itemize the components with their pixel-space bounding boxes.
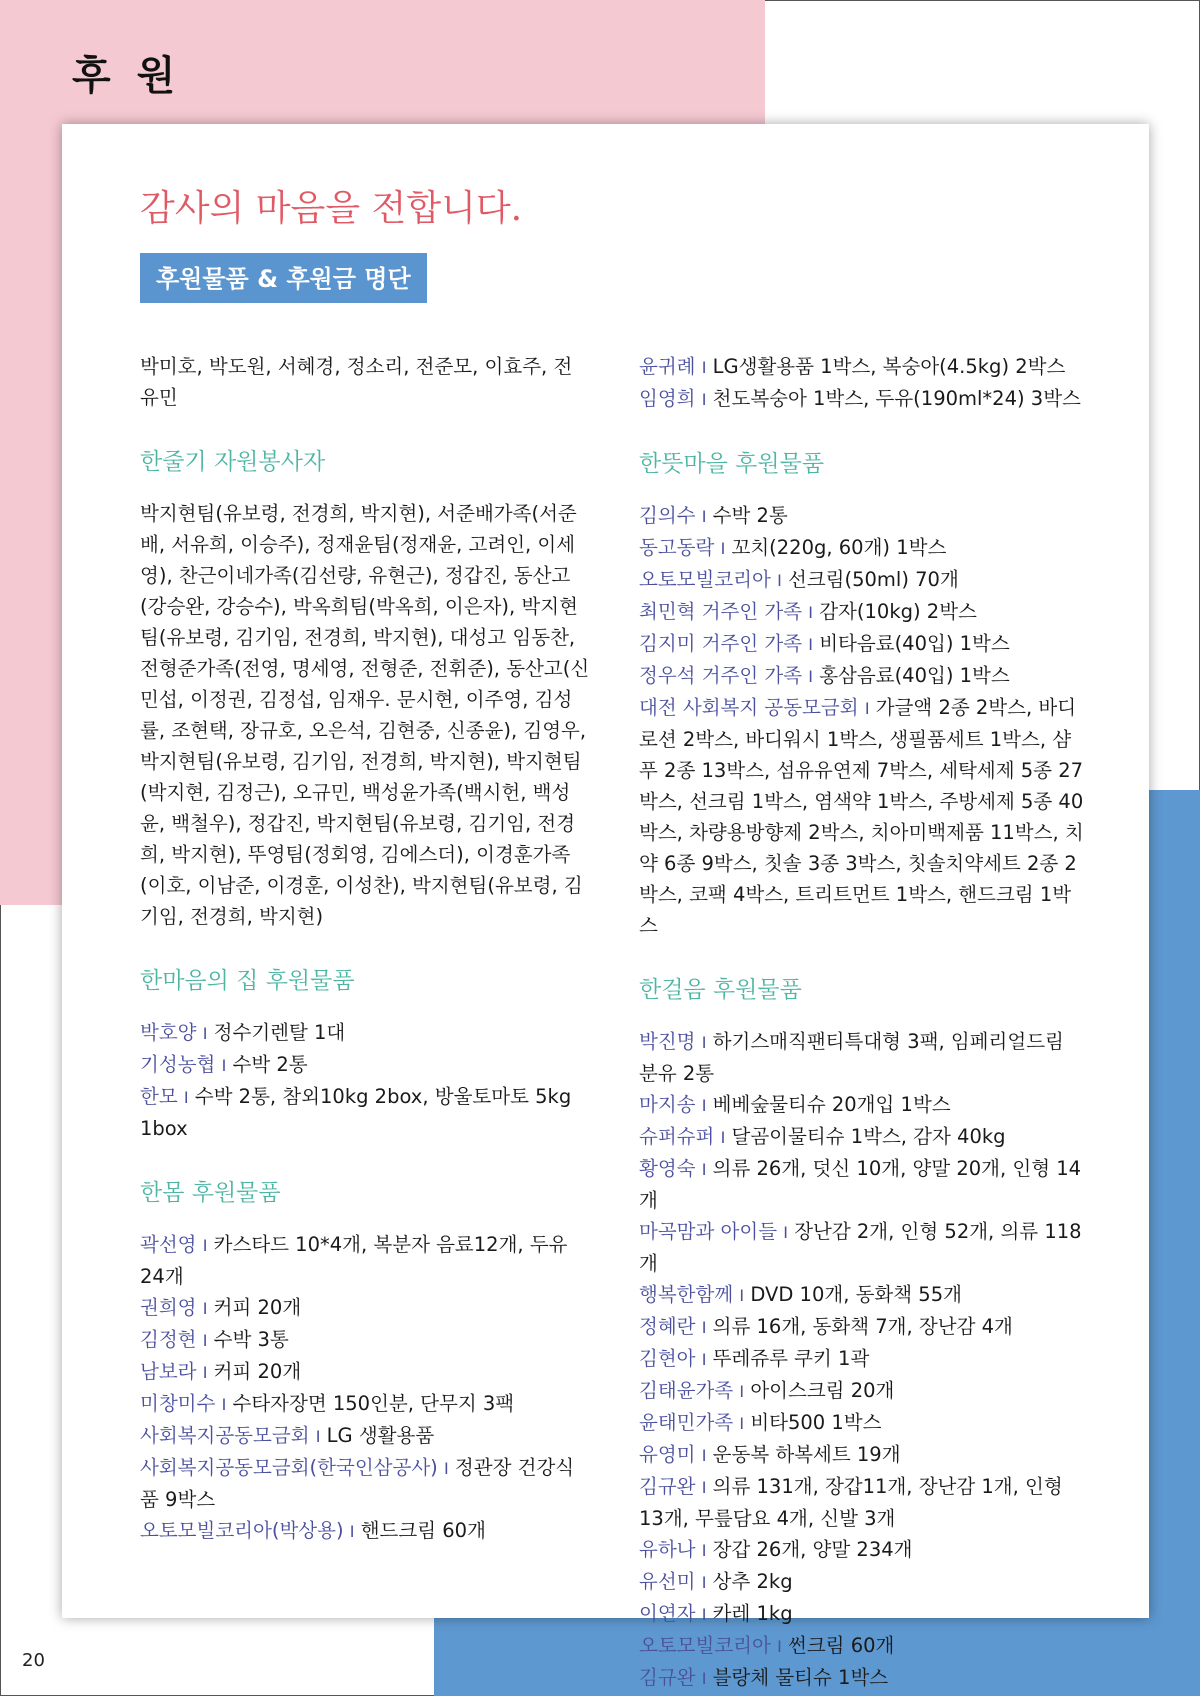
donation-detail: 수박 2통, 참외10kg 2box, 방울토마토 5kg 1box bbox=[140, 1085, 572, 1140]
donor-name: 행복한함께 bbox=[639, 1283, 734, 1306]
donor-entry bbox=[639, 1216, 1084, 1279]
donor-entry bbox=[639, 660, 1084, 692]
donation-detail: 장난감 2개, 인형 52개, 의류 118개 bbox=[639, 1220, 1082, 1275]
donor-name: 기성농협 bbox=[140, 1053, 216, 1076]
donor-entry bbox=[140, 1388, 590, 1420]
donor-name: 최민혁 거주인 가족 bbox=[639, 600, 803, 623]
donation-detail: 운동복 하복세트 19개 bbox=[712, 1443, 901, 1466]
hanmaum-heading: 한마음의 집 후원물품 bbox=[140, 968, 355, 994]
separator: I bbox=[777, 1637, 782, 1656]
donor-name: 동고동락 bbox=[639, 536, 715, 559]
donation-detail: 천도복숭아 1박스, 두유(190ml*24) 3박스 bbox=[712, 387, 1081, 410]
donor-name: 정우석 거주인 가족 bbox=[639, 664, 803, 687]
headline: 감사의 마음을 전합니다. bbox=[140, 188, 523, 229]
donor-name: 김의수 bbox=[639, 504, 696, 527]
hangeoreum-donor-list bbox=[639, 1026, 1084, 1694]
separator: I bbox=[701, 507, 707, 526]
left-column bbox=[140, 351, 590, 1547]
donor-name: 유하나 bbox=[639, 1538, 696, 1561]
donor-entry bbox=[140, 1420, 590, 1452]
donor-entry bbox=[639, 564, 1084, 596]
donor-name: 미창미수 bbox=[140, 1392, 216, 1415]
donor-entry bbox=[140, 1229, 590, 1292]
donor-entry bbox=[639, 596, 1084, 628]
donation-detail: LG 생활용품 bbox=[326, 1424, 435, 1447]
hanmom-donor-list bbox=[140, 1229, 590, 1547]
donor-entry bbox=[639, 1375, 1084, 1407]
separator: I bbox=[720, 1128, 726, 1147]
separator: I bbox=[808, 667, 814, 686]
donation-detail: 베베숲물티슈 20개입 1박스 bbox=[712, 1093, 951, 1116]
donation-detail: 수박 3통 bbox=[213, 1328, 289, 1351]
handdeut-heading: 한뜻마을 후원물품 bbox=[639, 451, 825, 477]
separator: I bbox=[808, 603, 814, 622]
donation-detail: 커피 20개 bbox=[213, 1360, 302, 1383]
donation-detail: 카레 1kg bbox=[712, 1602, 793, 1625]
donor-name: 박진명 bbox=[639, 1030, 696, 1053]
donor-entry bbox=[639, 1089, 1084, 1121]
content-card bbox=[62, 124, 1149, 1689]
donor-name: 황영숙 bbox=[639, 1157, 696, 1180]
donor-name: 윤귀례 bbox=[639, 355, 696, 378]
handdeut-donor-list bbox=[639, 500, 1084, 941]
separator: I bbox=[443, 1459, 449, 1478]
donor-name: 오토모빌코리아 bbox=[639, 568, 771, 591]
donor-name: 마곡맘과 아이들 bbox=[639, 1220, 778, 1243]
donor-name: 이연자 bbox=[639, 1602, 696, 1625]
donation-detail: 장갑 26개, 양말 234개 bbox=[712, 1538, 913, 1561]
separator: I bbox=[202, 1363, 208, 1382]
donor-entry bbox=[639, 1630, 1084, 1662]
donor-name: 임영희 bbox=[639, 387, 696, 410]
donor-entry bbox=[639, 1121, 1084, 1153]
separator: I bbox=[701, 1318, 707, 1337]
donation-detail: 핸드크림 60개 bbox=[360, 1519, 486, 1542]
hangeoreum-heading: 한걸음 후원물품 bbox=[639, 977, 802, 1003]
donor-entry bbox=[639, 1343, 1084, 1375]
donor-entry bbox=[140, 1049, 590, 1081]
donor-entry bbox=[639, 1566, 1084, 1598]
donor-entry bbox=[140, 1452, 590, 1515]
donor-entry bbox=[639, 628, 1084, 660]
separator: I bbox=[183, 1088, 189, 1107]
donation-detail: 상추 2kg bbox=[712, 1570, 793, 1593]
separator: I bbox=[701, 1573, 707, 1592]
donor-entry bbox=[639, 692, 1084, 941]
donor-name: 마지송 bbox=[639, 1093, 696, 1116]
donation-detail: 홍삼음료(40입) 1박스 bbox=[819, 664, 1010, 687]
donor-entry bbox=[639, 500, 1084, 532]
separator: I bbox=[202, 1236, 208, 1255]
volunteers-heading: 한줄기 자원봉사자 bbox=[140, 449, 326, 475]
donor-entry bbox=[639, 532, 1084, 564]
separator: I bbox=[777, 571, 782, 590]
donation-detail: 감자(10kg) 2박스 bbox=[819, 600, 977, 623]
separator: I bbox=[701, 1033, 707, 1052]
donor-name: 정혜란 bbox=[639, 1315, 696, 1338]
donation-detail: 하기스매직팬티특대형 3팩, 임페리얼드림 분유 2통 bbox=[639, 1030, 1064, 1085]
donor-name: 사회복지공동모금회 bbox=[140, 1424, 310, 1447]
donation-detail: 커피 20개 bbox=[213, 1296, 302, 1319]
subtitle-bar: 후원물품 & 후원금 명단 bbox=[140, 253, 427, 303]
separator: I bbox=[701, 1541, 707, 1560]
donation-detail: 정관장 건강식품 9박스 bbox=[140, 1456, 575, 1511]
donor-entry bbox=[140, 1324, 590, 1356]
separator: I bbox=[202, 1331, 208, 1350]
donor-entry bbox=[639, 1598, 1084, 1630]
donor-name: 남보라 bbox=[140, 1360, 197, 1383]
separator: I bbox=[315, 1427, 321, 1446]
separator: I bbox=[701, 1669, 707, 1688]
donation-detail: 선크림(50ml) 70개 bbox=[787, 568, 959, 591]
separator: I bbox=[202, 1024, 208, 1043]
donor-entry bbox=[639, 1439, 1084, 1471]
donor-entry bbox=[140, 1017, 590, 1049]
separator: I bbox=[701, 390, 707, 409]
separator: I bbox=[783, 1223, 788, 1242]
donor-name: 김규완 bbox=[639, 1475, 696, 1498]
separator: I bbox=[221, 1056, 227, 1075]
donor-entry bbox=[639, 1407, 1084, 1439]
donor-name: 김태윤가족 bbox=[639, 1379, 734, 1402]
donation-detail: 비타음료(40입) 1박스 bbox=[819, 632, 1010, 655]
donor-name: 오토모빌코리아 bbox=[639, 1634, 771, 1657]
donor-name: 김규완 bbox=[639, 1666, 696, 1689]
donation-detail: 정수기렌탈 1대 bbox=[213, 1021, 346, 1044]
donor-entry bbox=[140, 1081, 590, 1144]
donor-name: 유선미 bbox=[639, 1570, 696, 1593]
donation-detail: 아이스크림 20개 bbox=[750, 1379, 895, 1402]
separator: I bbox=[739, 1286, 745, 1305]
donor-entry bbox=[140, 1356, 590, 1388]
top-donor-list bbox=[639, 351, 1084, 415]
donation-detail: 의류 131개, 장갑11개, 장난감 1개, 인형 13개, 무릎담요 4개, 신발 3개 bbox=[639, 1475, 1063, 1530]
donor-entry bbox=[639, 1534, 1084, 1566]
donation-detail: 수박 2통 bbox=[232, 1053, 308, 1076]
donor-name: 한모 bbox=[140, 1085, 178, 1108]
intro-names: 박미호, 박도원, 서혜경, 정소리, 전준모, 이효주, 전유민 bbox=[140, 355, 573, 409]
donor-name: 김지미 거주인 가족 bbox=[639, 632, 803, 655]
donation-detail: 의류 26개, 덧신 10개, 양말 20개, 인형 14개 bbox=[639, 1157, 1082, 1212]
donation-detail: 꼬치(220g, 60개) 1박스 bbox=[731, 536, 947, 559]
donor-entry bbox=[639, 1471, 1084, 1534]
donation-detail: 비타500 1박스 bbox=[750, 1411, 882, 1434]
donation-detail: 수타자장면 150인분, 단무지 3팩 bbox=[232, 1392, 515, 1415]
donor-entry bbox=[639, 1279, 1084, 1311]
donor-entry bbox=[639, 1311, 1084, 1343]
donor-name: 김현아 bbox=[639, 1347, 696, 1370]
donor-name: 김정현 bbox=[140, 1328, 197, 1351]
separator: I bbox=[349, 1522, 355, 1541]
separator: I bbox=[701, 1160, 707, 1179]
donation-detail: LG생활용품 1박스, 복숭아(4.5kg) 2박스 bbox=[712, 355, 1066, 378]
separator: I bbox=[739, 1414, 745, 1433]
right-column bbox=[639, 351, 1084, 1694]
donation-detail: DVD 10개, 동화책 55개 bbox=[750, 1283, 962, 1306]
donor-entry bbox=[639, 1153, 1084, 1216]
donation-detail: 블랑체 물티슈 1박스 bbox=[712, 1666, 889, 1689]
donor-entry bbox=[639, 383, 1084, 415]
separator: I bbox=[701, 1605, 707, 1624]
donor-name: 슈퍼슈퍼 bbox=[639, 1125, 715, 1148]
separator: I bbox=[720, 539, 726, 558]
donation-detail: 수박 2통 bbox=[712, 504, 788, 527]
hanmom-heading: 한몸 후원물품 bbox=[140, 1180, 281, 1206]
separator: I bbox=[701, 1478, 707, 1497]
volunteers-list: 박지현팀(유보령, 전경희, 박지현), 서준배가족(서준배, 서유희, 이승주), 정재윤팀(정재윤, 고려인, 이세영), 찬근이네가족(김선량, 유현근), 정갑진, 동산고(강승완, 강승수), 박옥희팀(박옥희, 이은자), 박지현팀(유보령, 김기임, 전경희, 박지현), 대성고 임동찬, 전형준가족(전영, 명세영, 전형준, 전휘준), 동산고(신민섭, 이정권, 김정섭, 임재우. 문시현, 이주영, 김성률, 조현택, 장규호, 오은석, 김현중, 신종윤), 김영우, 박지현팀(유보령, 김기임, 전경희, 박지현), 박지현팀(박지현, 김정근), 오규민, 백성윤가족(백시헌, 백성윤, 백철우), 정갑진, 박지현팀(유보령, 김기임, 전경희, 박지현), 뚜영팀(정회영, 김에스더), 이경훈가족(이호, 이남준, 이경훈, 이성찬), 박지현팀(유보령, 김기임, 전경희, 박지현) bbox=[140, 502, 590, 928]
donor-entry bbox=[140, 1292, 590, 1324]
donation-detail: 썬크림 60개 bbox=[787, 1634, 895, 1657]
separator: I bbox=[864, 699, 870, 718]
page-number: 20 bbox=[22, 1650, 45, 1671]
donor-name: 사회복지공동모금회(한국인삼공사) bbox=[140, 1456, 438, 1479]
separator: I bbox=[701, 1446, 707, 1465]
donation-detail: 달곰이물티슈 1박스, 감자 40kg bbox=[731, 1125, 1006, 1148]
section-title: 후 원 bbox=[72, 53, 182, 99]
separator: I bbox=[221, 1395, 227, 1414]
donor-name: 곽선영 bbox=[140, 1233, 197, 1256]
donor-name: 대전 사회복지 공동모금회 bbox=[639, 696, 859, 719]
separator: I bbox=[739, 1382, 745, 1401]
donor-entry bbox=[140, 1515, 590, 1547]
hanmaum-donor-list bbox=[140, 1017, 590, 1144]
donor-name: 박호양 bbox=[140, 1021, 197, 1044]
donor-entry bbox=[639, 1026, 1084, 1089]
donor-name: 오토모빌코리아(박상용) bbox=[140, 1519, 344, 1542]
separator: I bbox=[202, 1299, 208, 1318]
donor-name: 권희영 bbox=[140, 1296, 197, 1319]
donation-detail: 뚜레쥬루 쿠키 1곽 bbox=[712, 1347, 870, 1370]
donation-detail: 의류 16개, 동화책 7개, 장난감 4개 bbox=[712, 1315, 1013, 1338]
donation-detail: 가글액 2종 2박스, 바디로션 2박스, 바디워시 1박스, 생필품세트 1박스, 샴푸 2종 13박스, 섬유유연제 7박스, 세탁세제 5종 27박스, 선크림 1박스, 염색약 1박스, 주방세제 5종 40박스, 차량용방향제 2박스, 치아미백제품 11박스, 치약 6종 9박스, 칫솔 3종 3박스, 칫솔치약세트 2종 2박스, 코팩 4박스, 트리트먼트 1박스, 핸드크림 1박스 bbox=[639, 696, 1084, 937]
donation-detail: 카스타드 10*4개, 복분자 음료12개, 두유24개 bbox=[140, 1233, 568, 1288]
donor-name: 윤태민가족 bbox=[639, 1411, 734, 1434]
separator: I bbox=[808, 635, 814, 654]
separator: I bbox=[701, 358, 707, 377]
donor-entry bbox=[639, 351, 1084, 383]
separator: I bbox=[701, 1096, 707, 1115]
donor-entry bbox=[639, 1662, 1084, 1694]
separator: I bbox=[701, 1350, 707, 1369]
donor-name: 유영미 bbox=[639, 1443, 696, 1466]
